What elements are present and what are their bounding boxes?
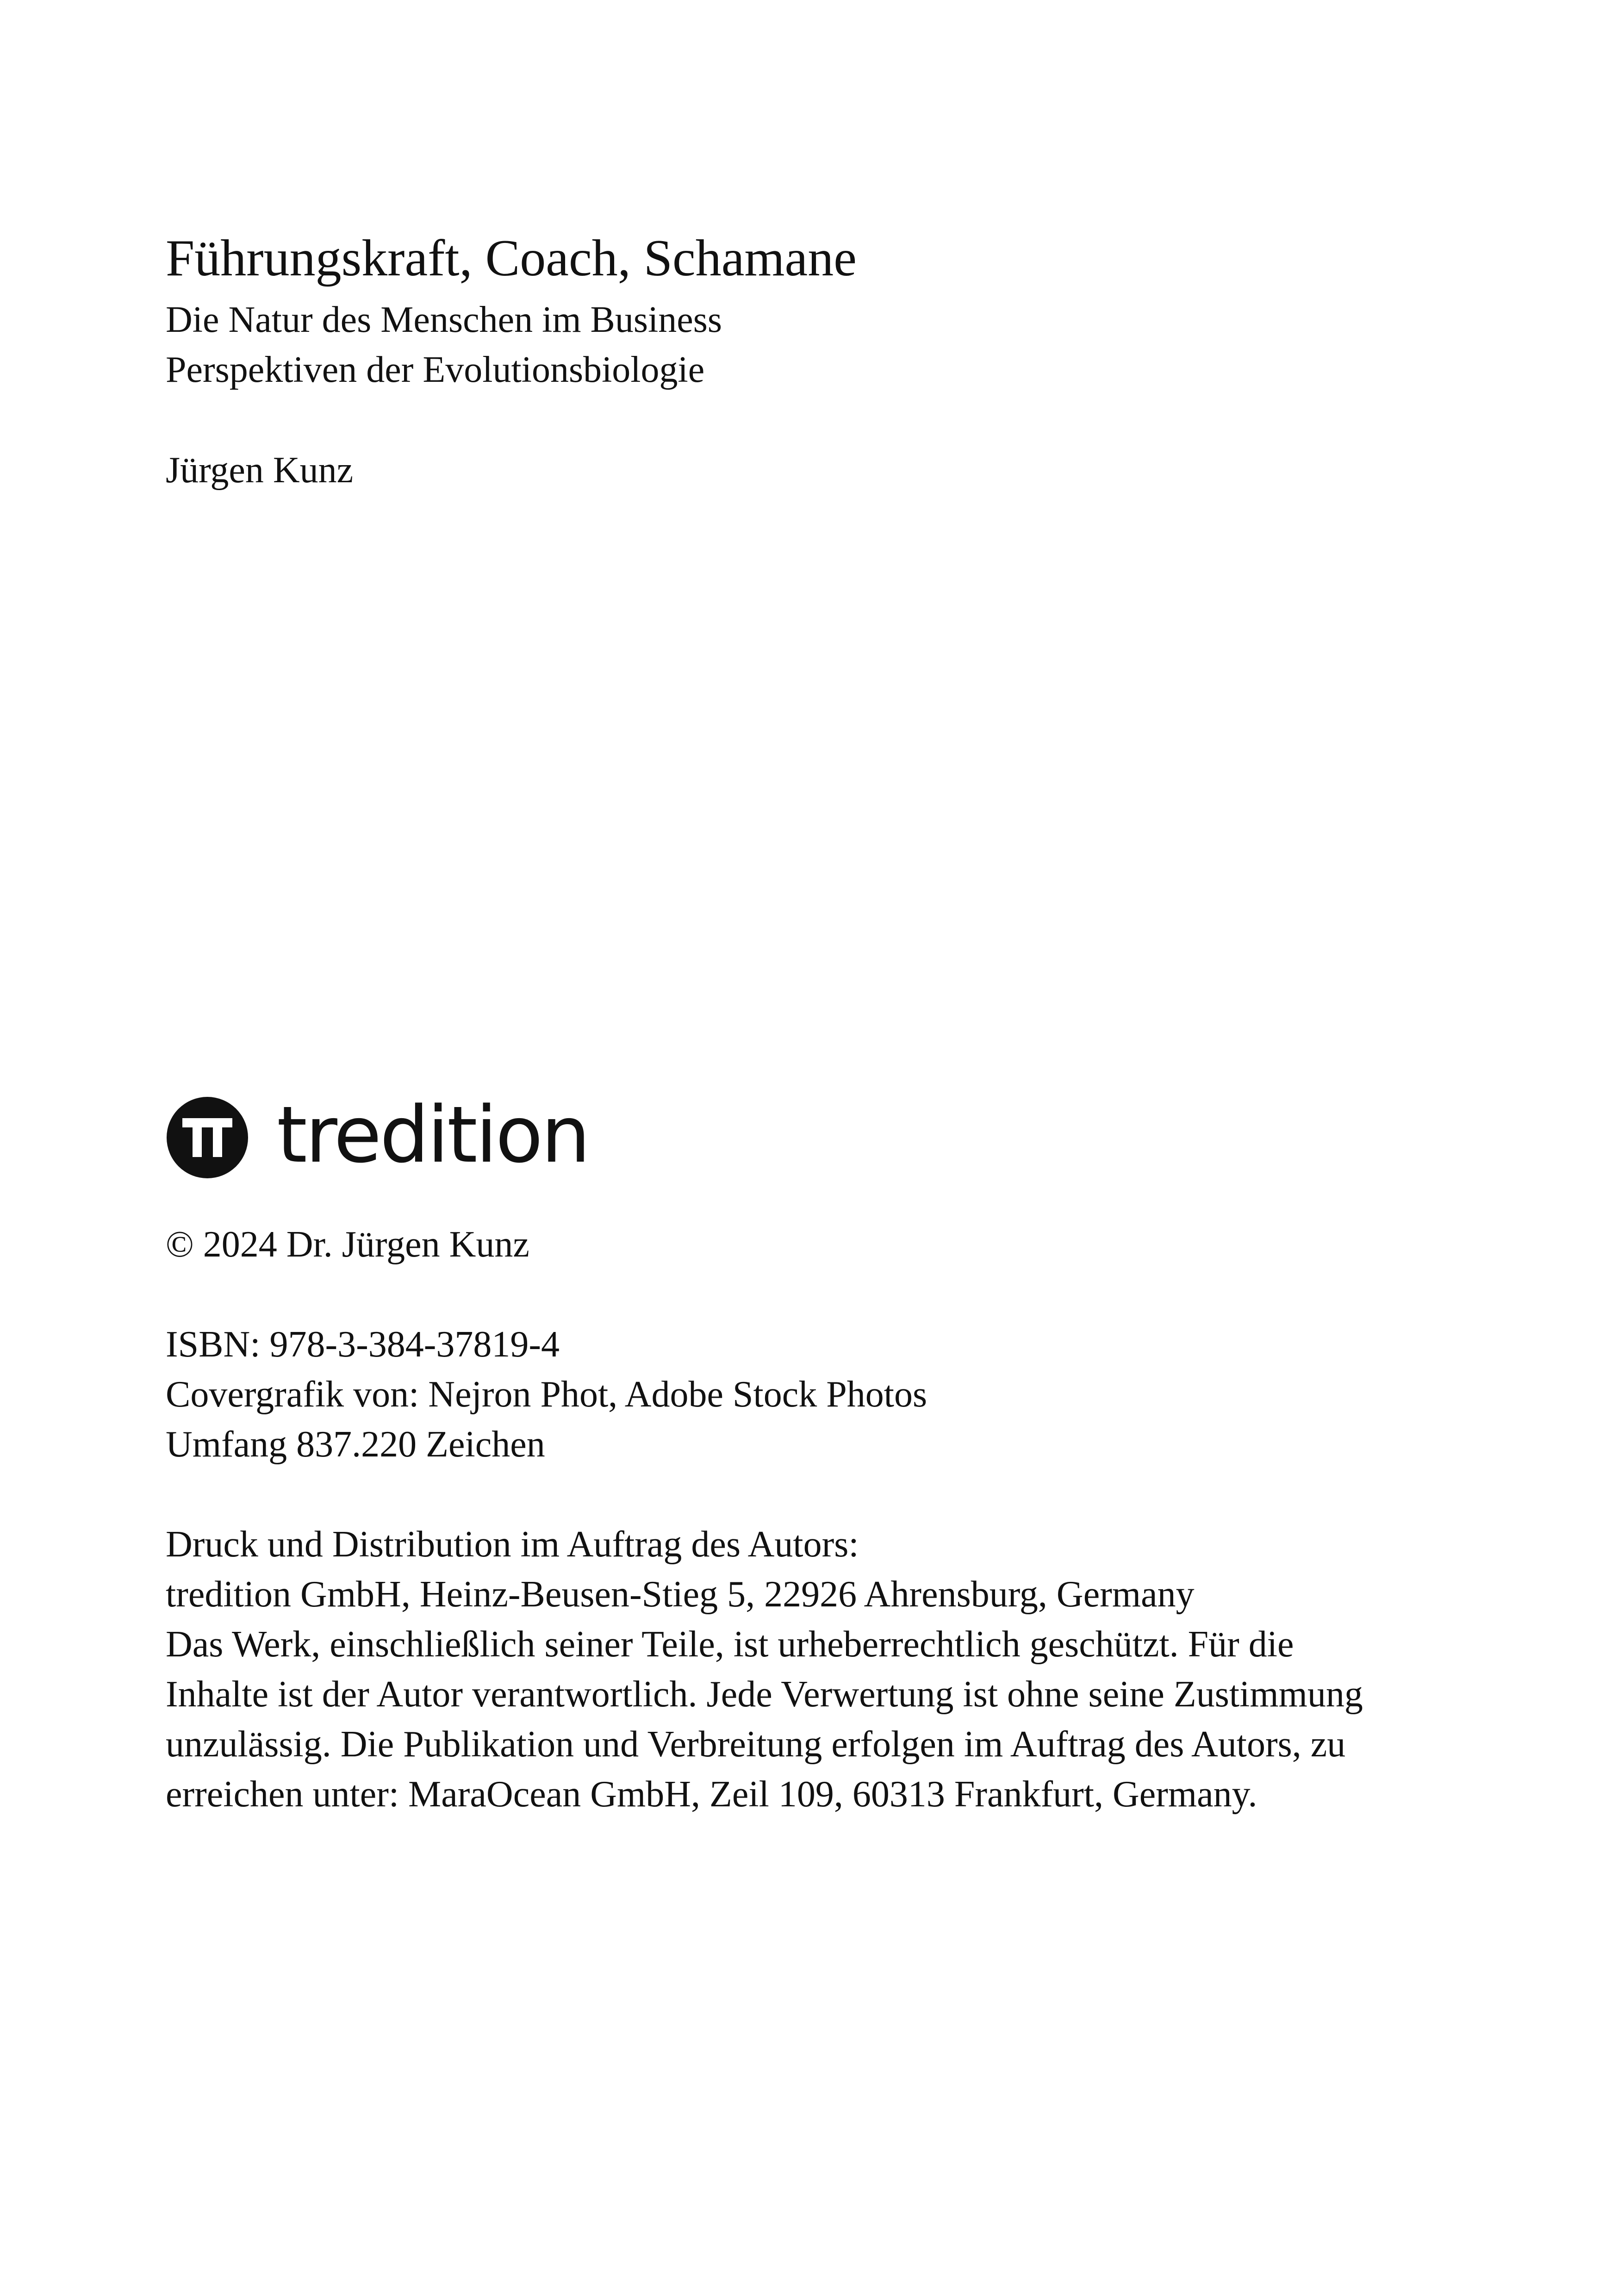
book-subtitle-line-2: Perspektiven der Evolutionsbiologie bbox=[166, 349, 705, 390]
copyright-notice: © 2024 Dr. Jürgen Kunz bbox=[166, 1224, 529, 1265]
publisher-logo bbox=[166, 1089, 589, 1180]
rights-notice-line: unzulässig. Die Publikation und Verbreitung erfolgen im Auftrag des Autors, zu bbox=[166, 1724, 1346, 1765]
book-subtitle-line-1: Die Natur des Menschen im Business bbox=[166, 299, 722, 340]
rights-notice-line: Inhalte ist der Autor verantwortlich. Jede Verwertung ist ohne seine Zustimmung bbox=[166, 1674, 1363, 1715]
rights-notice-line: Das Werk, einschließlich seiner Teile, ist urheberrechtlich geschützt. Für die bbox=[166, 1624, 1294, 1665]
book-author: Jürgen Kunz bbox=[166, 450, 354, 491]
print-distribution-label: Druck und Distribution im Auftrag des Autors: bbox=[166, 1524, 859, 1565]
tredition-logo-icon bbox=[166, 1096, 249, 1179]
text-length: Umfang 837.220 Zeichen bbox=[166, 1424, 545, 1465]
rights-notice-line: erreichen unter: MaraOcean GmbH, Zeil 109, 60313 Frankfurt, Germany. bbox=[166, 1774, 1257, 1815]
publisher-logo-wordmark: tredition bbox=[277, 1089, 589, 1180]
cover-credit: Covergrafik von: Nejron Phot, Adobe Stock Photos bbox=[166, 1374, 927, 1415]
publisher-address: tredition GmbH, Heinz-Beusen-Stieg 5, 22926 Ahrensburg, Germany bbox=[166, 1574, 1195, 1615]
rights-notice bbox=[166, 1619, 1471, 1819]
isbn: ISBN: 978-3-384-37819-4 bbox=[166, 1324, 560, 1365]
book-title: Führungskraft, Coach, Schamane bbox=[166, 230, 857, 287]
